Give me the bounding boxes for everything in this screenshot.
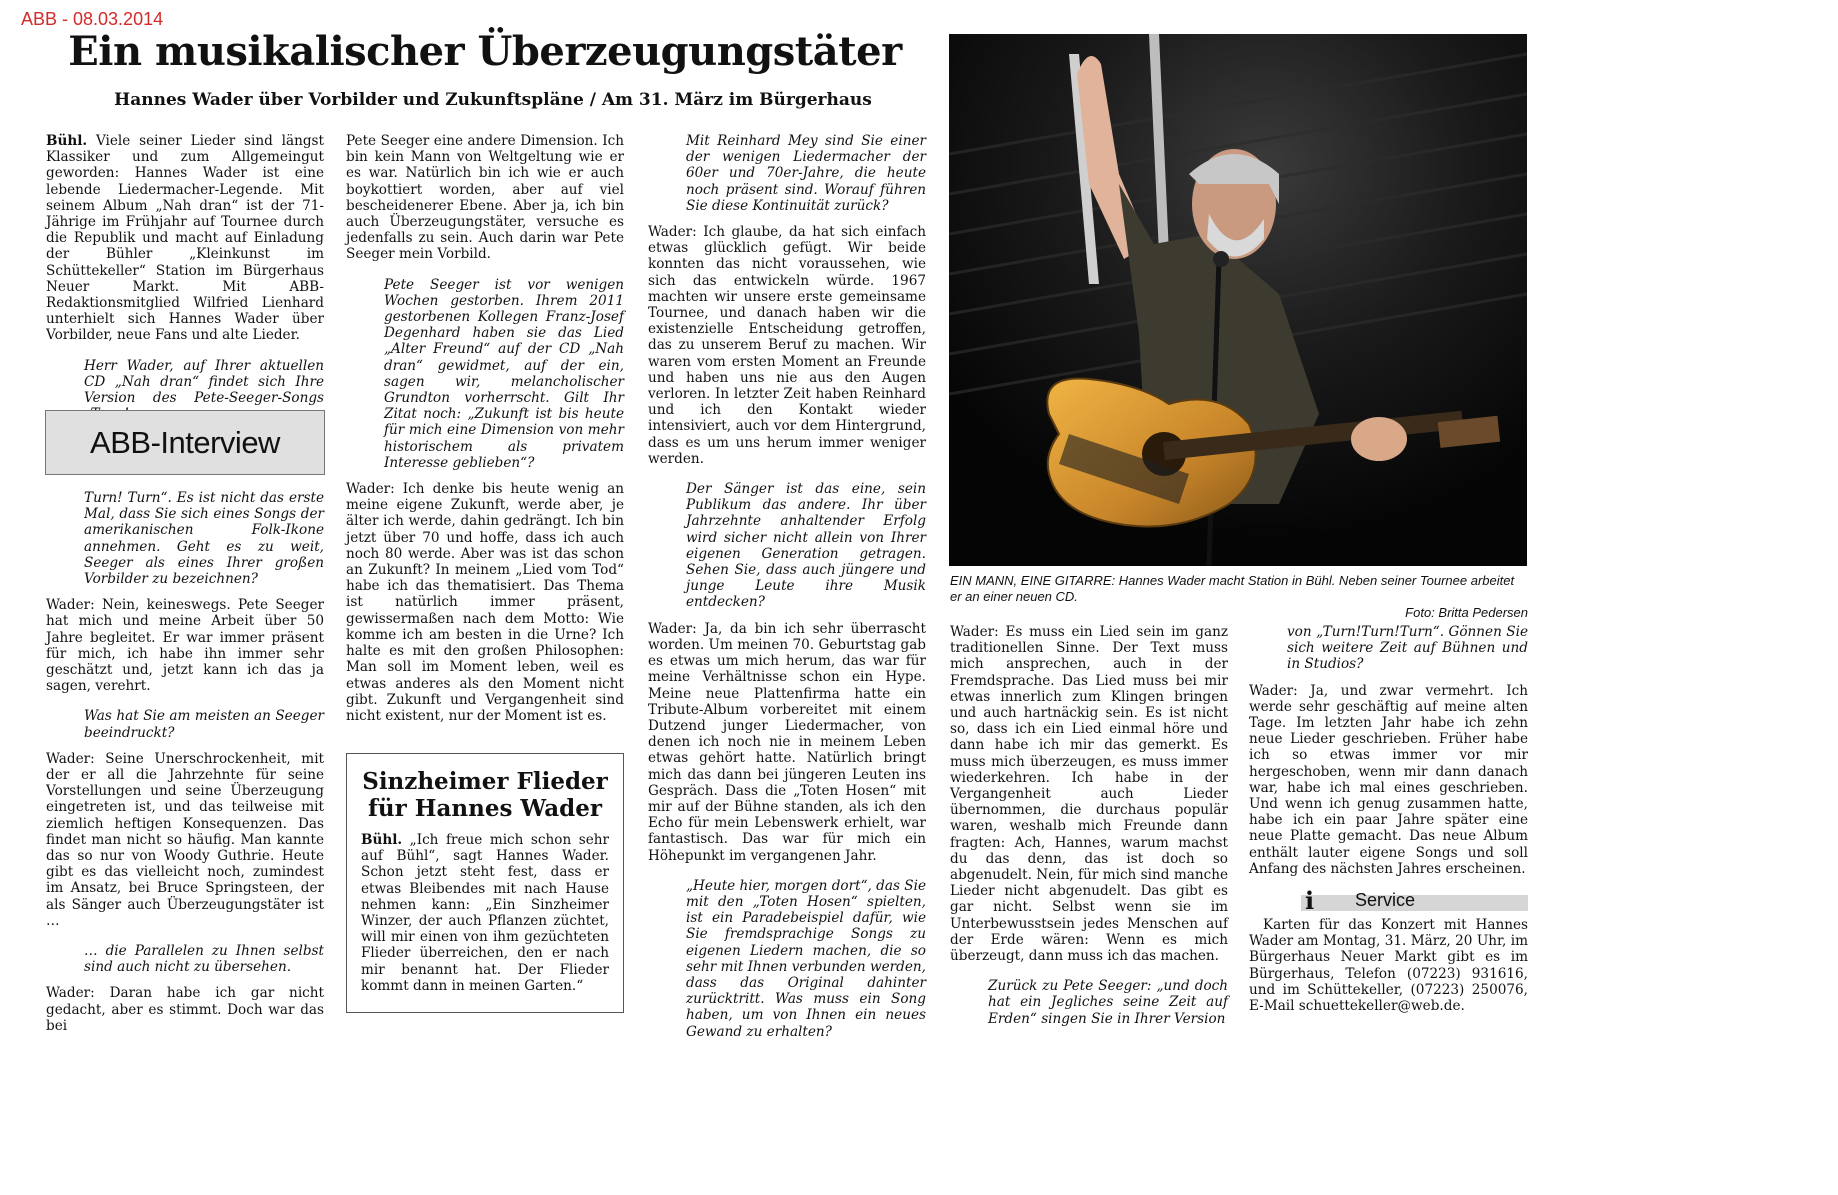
answer: Wader: Nein, keineswegs. Pete Seeger hat mich und meine Arbeit über 50 Jahre begleitet. Er war immer präsent für mich, ich habe ihn immer sehr geschätzt und, jetzt kann ich das ja sagen, verehrt. — [46, 597, 324, 695]
question: Der Sänger ist das eine, sein Publikum das andere. Ihr über Jahrzehnte anhaltender Erfolg wird sicher nicht allein von Ihrer eigenen Generation getragen. Sehen Sie, dass auch jüngere und junge Leute ihre Musik entdecken? — [686, 481, 926, 611]
infobox-text: Bühl. „Ich freue mich schon sehr auf Bühl“, sagt Hannes Wader. Schon jetzt steht fest, dass er etwas Bleibendes mit nach Hause nehmen kann: „Ein Sinzheimer Winzer, der auch Pflanzen züchtet, will mir einen von ihm gezüchteten Flieder überreichen, den er nach mir benannt hat. Der Flieder kommt dann in meinen Garten.“ — [361, 832, 609, 994]
question: … die Parallelen zu Ihnen selbst sind auch nicht zu übersehen. — [84, 943, 324, 976]
answer: Wader: Ja, und zwar vermehrt. Ich werde sehr geschäftig auf meine alten Tage. Im letzten Jahr habe ich zehn neue Lieder geschrieben. Früher habe ich so etwas immer vor mir hergeschoben, wenn mir dann danach war, habe ich mal eines geschrieben. Und wenn ich genug zusammen hatte, habe ich ein paar Jahre später eine neue Platte gemacht. Das neue Album enthält lauter eigene Songs und soll Anfang des nächsten Jahres erscheinen. — [1249, 682, 1528, 877]
answer: Wader: Ich denke bis heute wenig an meine eigene Zukunft, werde aber, je älter ich werde, dahin gedrängt. Ich bin jetzt über 70 und hoffe, dass ich auch noch 80 werde. Aber was ist das schon an Zukunft? In meinem „Lied vom Tod“ habe ich das thematisiert. Das Thema ist natürlich immer präsent, gewissermaßen nach dem Motto: Wie komme ich am besten in die Urne? Ich halte es mit den großen Philosophen: Man soll im Moment leben, weil es etwas anderes als den Moment nicht gibt. Zukunft und Vergangenheit sind nicht existent, nur der Moment ist es. — [346, 481, 624, 724]
service-text: Karten für das Konzert mit Hannes Wader am Montag, 31. März, 20 Uhr, im Bürgerhaus Neuer Markt gibt es im Bürgerhaus, Telefon (07223) 931616, und im Schüttekeller, (07223) 250076, E-Mail schuettekeller@web.de. — [1249, 917, 1528, 1015]
date-tag: ABB - 08.03.2014 — [21, 9, 164, 29]
column-2 — [346, 133, 624, 724]
question: Pete Seeger ist vor wenigen Wochen gestorben. Ihrem 2011 gestorbenen Kollegen Franz-Josef Degenhard haben sie das Lied „Alter Freund“ auf der CD „Nah dran“ gewidmet, auf der ein, sagen wir, melancholischer Grundton vorherrscht. Gilt Ihr Zitat noch: „Zukunft ist bis heute für mich eine Dimension von mehr historischem als privatem Interesse geblieben“? — [384, 276, 624, 471]
infobox-dateline: Bühl. — [361, 832, 403, 848]
question: Zurück zu Pete Seeger: „und doch hat ein Jegliches seine Zeit auf Erden“ singen Sie in Ihrer Version — [988, 978, 1228, 1027]
answer: Wader: Daran habe ich gar nicht gedacht, aber es stimmt. Doch war das bei — [46, 985, 324, 1034]
question: Was hat Sie am meisten an Seeger beeindruckt? — [84, 708, 324, 741]
column-5 — [1249, 624, 1528, 877]
photo-caption — [950, 573, 1528, 621]
column-4 — [950, 624, 1228, 1037]
caption-text: EIN MANN, EINE GITARRE: Hannes Wader macht Station in Bühl. Neben seiner Tournee arbeitet er an einer neuen CD. — [950, 573, 1515, 604]
concert-photo — [949, 34, 1527, 566]
interview-label-box: ABB-Interview — [45, 410, 325, 475]
service-header — [1249, 886, 1528, 915]
column-3 — [648, 133, 926, 1050]
question: Herr Wader, auf Ihrer aktuellen CD „Nah dran“ findet sich Ihre Version des Pete-Seeger-Songs — [84, 357, 324, 407]
answer: Wader: Ich glaube, da hat sich einfach etwas glücklich gefügt. Wir beide konnten das nicht voraussehen, wie sich das entwickeln würde. 1967 machten wir unsere erste gemeinsame Tournee, und danach haben wir die existenzielle Entscheidung getroffen, das zu unserem Beruf zu machen. Wir waren vom ersten Moment an Freunde und haben uns nie aus den Augen verloren. In letzter Zeit haben Reinhard und ich den Kontakt wieder intensiviert, auch vor dem Hintergrund, dass es um uns herum immer weniger werden. — [648, 224, 926, 467]
photo-credit: Foto: Britta Pedersen — [1405, 605, 1528, 620]
intro-paragraph: Bühl. Viele seiner Lieder sind längst Klassiker und zum Allgemeingut geworden: Hannes Wader ist eine lebende Liedermacher-Legende. Mit seinem Album „Nah dran“ ist der 71-Jährige im Frühjahr auf Tournee durch die Republik und macht auf Einladung der Bühler „Kleinkunst im Schüttekeller“ Station im Bürgerhaus Neuer Markt. Mit ABB-Redaktionsmitglied Wilfried Lienhard unterhielt sich Hannes Wader über Vorbilder, neue Fans und alte Lieder. — [46, 133, 324, 344]
subheadline: Hannes Wader über Vorbilder und Zukunftspläne / Am 31. März im Bürgerhaus — [114, 90, 872, 110]
column-1-continued — [46, 490, 324, 1034]
answer: Wader: Ja, da bin ich sehr überrascht worden. Um meinen 70. Geburtstag gab es etwas um mich herum, das war für meine Verhältnisse schon ein Hype. Meine neue Plattenfirma hatte ein Tribute-Album vorbereitet mit einem Dutzend junger Liedermacher, von denen ich noch nie in meinem Leben etwas gehört hatte. Natürlich bringt mich das dann bei jüngeren Leuten ins Gespräch. Dass die „Toten Hosen“ mit mir auf der Bühne standen, als ich den Echo für mein Lebenswerk erhielt, war fantastisch. Das war für mich ein Höhepunkt im vergangenen Jahr. — [648, 620, 926, 864]
answer: Wader: Seine Unerschrockenheit, mit der er all die Jahrzehnte für seine Vorstellungen und seine Überzeugung eingetreten ist, und das teilweise mit ziemlich heftigen Konsequenzen. Das findet man nicht so häufig. Man kannte das so nur von Woody Guthrie. Heute gibt es das vielleicht noch, zumindest im Ansatz, bei Bruce Springsteen, der als Sänger auch Überzeugungstäter ist … — [46, 750, 324, 929]
headline: Ein musikalischer Überzeugungstäter — [68, 28, 902, 75]
answer: Wader: Es muss ein Lied sein im ganz traditionellen Sinne. Der Text muss mich ansprechen, auch in der Fremdsprache. Das Lied muss bei mir etwas innerlich zum Klingen bringen und auch hartnäckig sein. Es ist nicht so, dass ich ein Lied einmal höre und dann habe ich mir das gemerkt. Es muss mich überzeugen, es muss immer wiederkehren. Ich habe in der Vergangenheit auch Lieder übernommen, die durchaus populär waren, weshalb mich Freunde dann fragten: Ach, Hannes, warum machst du das denn, das ist doch so abgenudelt. Nein, für mich sind manche Lieder nicht abgenudelt. Das gibt es gar nicht. Selbst wenn sie im Unterbewusstsein jedes Menschen auf der Erde wären: Wenn es mich überzeugt, dann muss ich das machen. — [950, 624, 1228, 965]
question: Mit Reinhard Mey sind Sie einer der wenigen Liedermacher der 60er und 70er-Jahre, die heute noch präsent sind. Worauf führen Sie diese Kontinuität zurück? — [686, 133, 926, 214]
column-1 — [46, 133, 324, 432]
question: Turn! Turn“. Es ist nicht das erste Mal, dass Sie sich eines Songs der amerikanischen Folk-Ikone annehmen. Geht es zu weit, Seeger als eines Ihrer großen Vorbilder zu bezeichnen? — [84, 490, 324, 588]
photo-illustration — [949, 34, 1527, 566]
service-title: Service — [1355, 890, 1416, 910]
answer: Pete Seeger eine andere Dimension. Ich bin kein Mann von Weltgeltung wie er es war. Natürlich bin ich wie er auch boykottiert worden, aber auf viel bescheidenerer Ebene. Aber ja, ich bin auch Überzeugungstäter, versuche es jedenfalls zu sein. Auch darin war Pete Seeger mein Vorbild. — [346, 133, 624, 263]
infobox — [346, 753, 624, 1013]
dateline: Bühl. — [46, 133, 88, 149]
info-icon: i — [1305, 886, 1315, 915]
infobox-title: Sinzheimer Flieder für Hannes Wader — [362, 768, 608, 822]
question: „Heute hier, morgen dort“, das Sie mit den „Toten Hosen“ spielten, ist ein Paradebeispiel dafür, wie Sie fremdsprachige Songs zu eigenen Liedern machen, die so sehr mit Ihnen verbunden werden, dass das Original dahinter zurücktritt. Was muss ein Song haben, um von Ihnen ein neues Gewand zu erhalten? — [686, 877, 926, 1040]
question: von „Turn!Turn!Turn“. Gönnen Sie sich weitere Zeit auf Bühnen und in Studios? — [1287, 624, 1528, 673]
